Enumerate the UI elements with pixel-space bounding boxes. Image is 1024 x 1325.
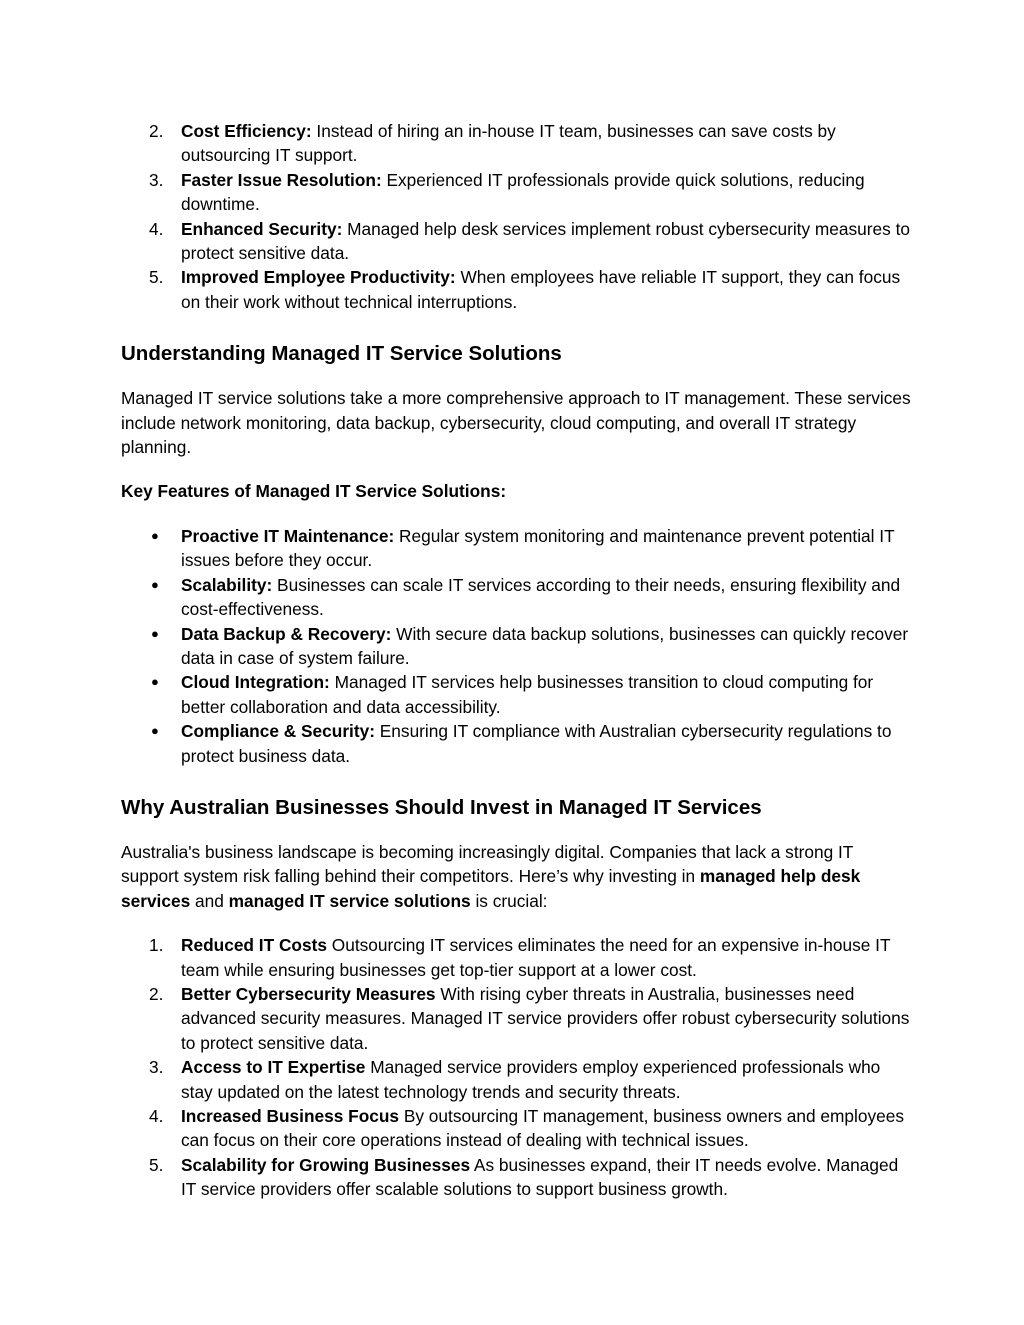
why-text-part: Australia's business landscape is becoming increasingly digital. Companies that lack a strong IT support system risk falling behind their competitors. Here’s why investing in	[121, 841, 854, 887]
list-number: 5.	[149, 267, 164, 288]
list-item	[121, 573, 911, 622]
bullet-icon: ●	[151, 625, 159, 641]
item-text: Outsourcing IT services eliminates the need for an expensive in-house IT team while ensuring businesses get top-tier support at a lower cost.	[181, 935, 891, 980]
list-number: 3.	[149, 1057, 164, 1078]
item-title: Proactive IT Maintenance:	[181, 525, 395, 546]
item-title: Cloud Integration:	[181, 672, 330, 693]
section-heading-why: Why Australian Businesses Should Invest in Managed IT Services	[121, 795, 762, 819]
item-text: Managed service providers employ experienced professionals who stay updated on the latest technology trends and security threats.	[181, 1057, 881, 1102]
bullet-icon: ●	[151, 576, 159, 592]
list-item	[121, 119, 911, 168]
item-title: Cost Efficiency:	[181, 121, 312, 141]
why-text-part: and	[190, 890, 229, 911]
item-text: Ensuring IT compliance with Australian cybersecurity regulations to protect business data.	[181, 721, 892, 766]
item-title: Scalability for Growing Businesses	[181, 1154, 471, 1175]
list-item	[121, 1153, 911, 1202]
item-text: Managed IT services help businesses transition to cloud computing for better collaboration and data accessibility.	[181, 672, 874, 717]
item-text: When employees have reliable IT support, they can focus on their work without technical interruptions.	[181, 267, 901, 312]
benefits-list	[121, 119, 911, 314]
item-title: Better Cybersecurity Measures	[181, 983, 436, 1004]
list-item	[121, 265, 911, 314]
list-item	[121, 670, 911, 719]
item-text: As businesses expand, their IT needs evolve. Managed IT service providers offer scalable solutions to support business growth.	[181, 1154, 899, 1200]
item-text: With rising cyber threats in Australia, businesses need advanced security measures. Managed IT service providers offer robust cybersecurity solutions to protect sensitive data.	[181, 983, 910, 1053]
item-title: Data Backup & Recovery:	[181, 623, 392, 644]
item-title: Increased Business Focus	[181, 1106, 400, 1126]
bullet-icon: ●	[151, 674, 159, 690]
list-number: 1.	[149, 935, 164, 956]
list-item	[121, 1055, 911, 1104]
item-title: Enhanced Security:	[181, 218, 343, 239]
item-text: By outsourcing IT management, business owners and employees can focus on their core operations instead of dealing with technical issues.	[181, 1106, 904, 1151]
item-title: Reduced IT Costs	[181, 935, 327, 956]
item-text: Instead of hiring an in-house IT team, businesses can save costs by outsourcing IT support.	[181, 121, 836, 166]
list-number: 4.	[149, 1106, 164, 1126]
key-features-list	[121, 524, 911, 768]
key-features-heading: Key Features of Managed IT Service Solutions:	[121, 481, 507, 502]
item-text: Experienced IT professionals provide quick solutions, reducing downtime.	[181, 169, 865, 215]
reasons-list	[121, 933, 911, 1201]
why-paragraph	[121, 840, 911, 913]
list-item	[121, 1104, 911, 1153]
why-bold-help-desk: managed help desk services	[121, 866, 861, 911]
list-item	[121, 933, 911, 982]
item-text: Businesses can scale IT services according to their needs, ensuring flexibility and cost-effectiveness.	[181, 574, 901, 620]
item-title: Access to IT Expertise	[181, 1057, 366, 1078]
section-heading-understanding: Understanding Managed IT Service Solutions	[121, 342, 562, 366]
item-text: Regular system monitoring and maintenance prevent potential IT issues before they occur.	[181, 525, 895, 571]
item-title: Compliance & Security:	[181, 721, 375, 742]
list-item	[121, 982, 911, 1055]
item-title: Scalability:	[181, 574, 273, 595]
list-item	[121, 622, 911, 671]
why-text-part: is crucial:	[470, 890, 548, 911]
document-page	[121, 119, 911, 1202]
list-item	[121, 524, 911, 573]
understanding-paragraph: Managed IT service solutions take a more comprehensive approach to IT management. These services include network monitoring, data backup, cybersecurity, cloud computing, and overall IT strategy planning.	[121, 388, 911, 458]
list-item	[121, 168, 911, 217]
why-bold-service-solutions: managed IT service solutions	[228, 890, 471, 911]
list-number: 5.	[149, 1154, 164, 1175]
item-title: Improved Employee Productivity:	[181, 267, 456, 288]
list-number: 3.	[149, 169, 164, 190]
item-title: Faster Issue Resolution:	[181, 169, 382, 190]
list-item	[121, 217, 911, 266]
list-item	[121, 719, 911, 768]
bullet-icon: ●	[151, 527, 159, 543]
item-text: Managed help desk services implement robust cybersecurity measures to protect sensitive data.	[181, 218, 911, 264]
bullet-icon: ●	[151, 723, 159, 739]
list-number: 4.	[149, 218, 164, 239]
item-text: With secure data backup solutions, businesses can quickly recover data in case of system failure.	[181, 623, 909, 668]
list-number: 2.	[149, 983, 164, 1004]
list-number: 2.	[149, 121, 164, 141]
